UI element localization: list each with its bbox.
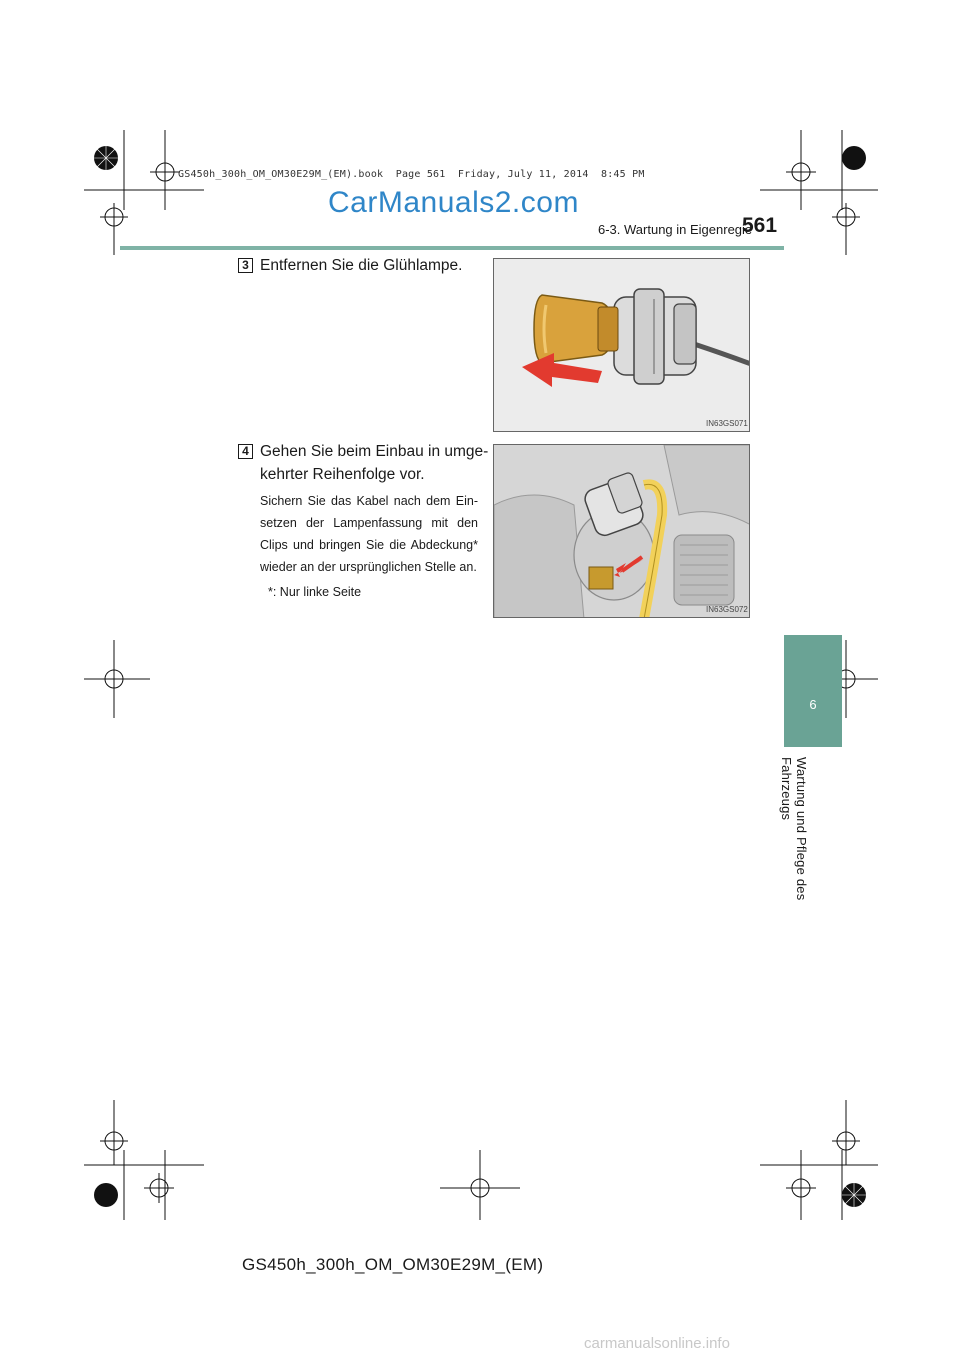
figure-code: IN63GS072: [706, 605, 748, 614]
step-instruction-line-1: Gehen Sie beim Einbau in umge-: [260, 443, 489, 460]
step-number-badge: 3: [238, 258, 253, 273]
watermark-logo[interactable]: CarManuals2.com: [328, 186, 579, 219]
cable-clip-illustration: [493, 444, 750, 618]
step-note-line: Clips und bringen Sie die Abdeckung*: [260, 538, 478, 552]
chapter-title: Wartung und Pflege des Fahrzeugs: [779, 757, 809, 901]
page-number: 561: [742, 214, 778, 237]
step-number-badge: 4: [238, 444, 253, 459]
step-instruction: Entfernen Sie die Glühlampe.: [260, 257, 463, 274]
step-note-line: setzen der Lampenfassung mit den: [260, 516, 478, 530]
chapter-tab: [784, 635, 842, 747]
bulb-removal-illustration: [493, 258, 750, 432]
footer-watermark[interactable]: carmanualsonline.info: [584, 1335, 730, 1352]
step-note-line: wieder an der ursprünglichen Stelle an.: [260, 560, 477, 574]
figure-code: IN63GS071: [706, 419, 748, 428]
step-instruction-line-2: kehrter Reihenfolge vor.: [260, 466, 425, 483]
footnote: *: Nur linke Seite: [268, 585, 362, 599]
chapter-number: 6: [809, 697, 817, 712]
section-title: 6-3. Wartung in Eigenregie: [598, 222, 753, 237]
step-note-line: Sichern Sie das Kabel nach dem Ein-: [260, 494, 478, 508]
header-divider: [120, 246, 784, 250]
document-code: GS450h_300h_OM_OM30E29M_(EM): [242, 1255, 544, 1274]
print-info-line: GS450h_300h_OM_OM30E29M_(EM).book Page 561 Friday, July 11, 2014 8:45 PM: [178, 169, 645, 180]
